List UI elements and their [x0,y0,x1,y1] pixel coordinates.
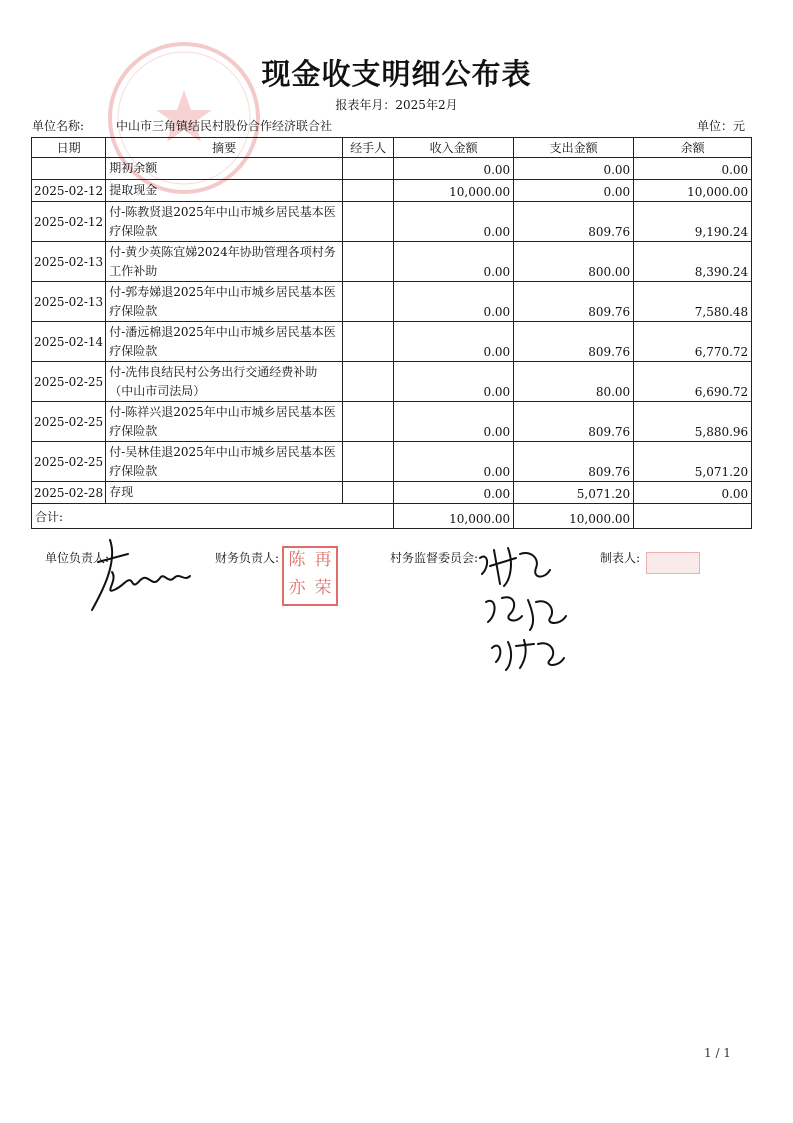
stamp-char: 荣 [314,578,332,598]
preparer-stamp [646,552,700,574]
table-row [32,242,752,282]
row-summary: 存现 [106,482,343,504]
page-title: 现金收支明细公布表 [261,57,532,91]
row-income: 0.00 [394,202,514,242]
table-row [32,180,752,202]
row-handler [343,180,394,202]
unit-head-label: 单位负责人: [45,551,110,565]
column-header-date: 日期 [32,138,106,158]
total-row [32,504,752,529]
table-header-row [32,138,752,158]
column-header-income: 收入金额 [394,138,514,158]
row-date: 2025-02-25 [32,362,106,402]
row-summary: 付-郭寿娣退2025年中山市城乡居民基本医疗保险款 [106,282,343,322]
unit-head-signature [88,532,198,614]
row-date: 2025-02-28 [32,482,106,504]
table-row [32,362,752,402]
row-date: 2025-02-14 [32,322,106,362]
table-row [32,282,752,322]
row-handler [343,158,394,180]
row-expense: 80.00 [514,362,634,402]
row-date [32,158,106,180]
row-date: 2025-02-13 [32,242,106,282]
row-income: 0.00 [394,402,514,442]
row-balance: 9,190.24 [634,202,752,242]
row-handler [343,322,394,362]
row-expense: 809.76 [514,322,634,362]
table-row [32,322,752,362]
row-summary: 付-吴林佳退2025年中山市城乡居民基本医疗保险款 [106,442,343,482]
row-expense: 809.76 [514,282,634,322]
row-summary: 提取现金 [106,180,343,202]
row-summary: 付-冼伟良结民村公务出行交通经费补助（中山市司法局） [106,362,343,402]
row-date: 2025-02-25 [32,442,106,482]
column-header-balance: 余额 [634,138,752,158]
row-income: 0.00 [394,158,514,180]
row-handler [343,402,394,442]
row-expense: 800.00 [514,242,634,282]
supervision-signatures [470,544,580,674]
currency-unit: 单位：元 [696,119,745,133]
row-income: 0.00 [394,322,514,362]
table-row [32,158,752,180]
total-income: 10,000.00 [394,504,514,529]
column-header-expense: 支出金额 [514,138,634,158]
table-row [32,202,752,242]
row-date: 2025-02-13 [32,282,106,322]
row-expense: 809.76 [514,442,634,482]
row-balance: 5,071.20 [634,442,752,482]
finance-head-label: 财务负责人: [215,551,280,565]
row-expense: 0.00 [514,180,634,202]
preparer-label: 制表人: [600,551,641,565]
supervision-label: 村务监督委员会: [390,551,479,565]
stamp-char: 亦 [288,578,306,598]
row-expense: 5,071.20 [514,482,634,504]
row-handler [343,362,394,402]
row-expense: 809.76 [514,402,634,442]
row-income: 0.00 [394,282,514,322]
row-date: 2025-02-12 [32,202,106,242]
row-income: 0.00 [394,442,514,482]
row-summary: 付-潘远棉退2025年中山市城乡居民基本医疗保险款 [106,322,343,362]
row-summary: 付-陈祥兴退2025年中山市城乡居民基本医疗保险款 [106,402,343,442]
row-balance: 6,690.72 [634,362,752,402]
row-summary: 付-陈教贤退2025年中山市城乡居民基本医疗保险款 [106,202,343,242]
column-header-handler: 经手人 [343,138,394,158]
row-balance: 5,880.96 [634,402,752,442]
table-row [32,442,752,482]
table-row [32,482,752,504]
row-expense: 809.76 [514,202,634,242]
row-handler [343,202,394,242]
row-expense: 0.00 [514,158,634,180]
row-balance: 10,000.00 [634,180,752,202]
report-period: 报表年月：2025年2月 [335,98,458,112]
row-summary: 付-黄少英陈宜娣2024年协助管理各项村务工作补助 [106,242,343,282]
total-balance [634,504,752,529]
unit-name: 中山市三角镇结民村股份合作经济联合社 [116,119,333,133]
table-row [32,402,752,442]
total-label: 合计: [32,504,394,529]
stamp-char: 再 [314,550,332,570]
row-balance: 6,770.72 [634,322,752,362]
row-date: 2025-02-25 [32,402,106,442]
row-summary: 期初余额 [106,158,343,180]
row-balance: 0.00 [634,482,752,504]
stamp-char: 陈 [288,550,306,570]
row-income: 0.00 [394,482,514,504]
unit-label: 单位名称: [32,119,85,133]
total-expense: 10,000.00 [514,504,634,529]
row-handler [343,242,394,282]
row-handler [343,442,394,482]
cash-ledger-table [31,137,752,529]
row-handler [343,482,394,504]
page-number: 1 / 1 [704,1046,731,1060]
column-header-summary: 摘要 [106,138,343,158]
row-income: 10,000.00 [394,180,514,202]
finance-head-stamp [282,546,338,606]
row-handler [343,282,394,322]
row-income: 0.00 [394,362,514,402]
row-date: 2025-02-12 [32,180,106,202]
row-balance: 7,580.48 [634,282,752,322]
row-balance: 8,390.24 [634,242,752,282]
row-income: 0.00 [394,242,514,282]
row-balance: 0.00 [634,158,752,180]
